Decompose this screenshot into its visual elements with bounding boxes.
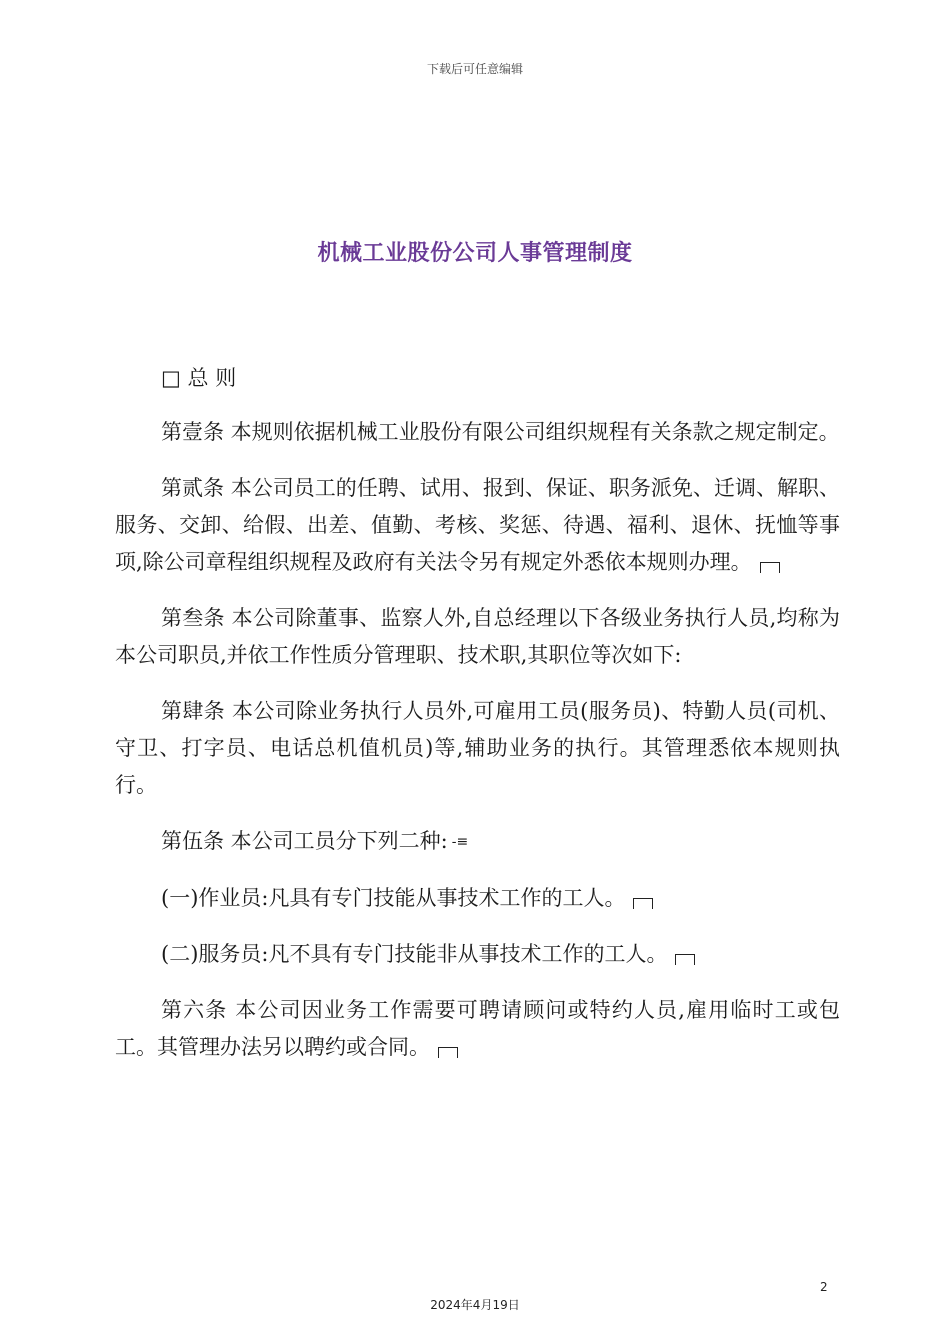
bracket-mark-icon: [675, 954, 695, 965]
article-5-text: 第伍条 本公司工员分下列二种:: [161, 829, 448, 853]
item-1: [115, 880, 840, 917]
article-6-text: 第六条 本公司因业务工作需要可聘请顾问或特约人员,雇用临时工或包工。其管理办法另以聘约或合同。: [115, 998, 840, 1059]
article-5: [115, 823, 840, 861]
item-1-text: (一)作业员:凡具有专门技能从事技术工作的工人。: [161, 886, 626, 910]
bracket-mark-icon: [438, 1047, 458, 1058]
article-3-text: 第叁条 本公司除董事、监察人外,自总经理以下各级业务执行人员,均称为本公司职员,并依工作性质分管理职、技术职,其职位等次如下:: [115, 606, 840, 667]
header-note: 下载后可任意编辑: [426, 62, 523, 76]
article-6: [115, 992, 840, 1066]
bracket-mark-icon: [760, 562, 780, 573]
page-number: 2: [820, 1280, 828, 1294]
article-4: [115, 693, 840, 804]
article-2: [115, 470, 840, 581]
document-title: 机械工业股份公司人事管理制度: [317, 241, 633, 266]
item-2-text: (二)服务员:凡不具有专门技能非从事技术工作的工人。: [161, 942, 668, 966]
document-body: [115, 360, 840, 1085]
footer-date: 2024年4月19日: [430, 1298, 520, 1312]
article-5-tail: -≡: [451, 834, 469, 850]
bracket-mark-icon: [633, 898, 653, 909]
article-3: [115, 600, 840, 674]
article-2-text: 第贰条 本公司员工的任聘、试用、报到、保证、职务派免、迁调、解职、服务、交卸、给假、出差、值勤、考核、奖惩、待遇、福利、退休、抚恤等事项,除公司章程组织规程及政府有关法令另有规定外悉依本规则办理。: [115, 476, 840, 574]
item-2: [115, 936, 840, 973]
section-heading: □ 总 则: [161, 366, 237, 390]
article-1-text: 第壹条 本规则依据机械工业股份有限公司组织规程有关条款之规定制定。: [161, 420, 840, 444]
article-1: [115, 414, 840, 451]
article-4-text: 第肆条 本公司除业务执行人员外,可雇用工员(服务员)、特勤人员(司机、守卫、打字员、电话总机值机员)等,辅助业务的执行。其管理悉依本规则执行。: [115, 699, 840, 797]
